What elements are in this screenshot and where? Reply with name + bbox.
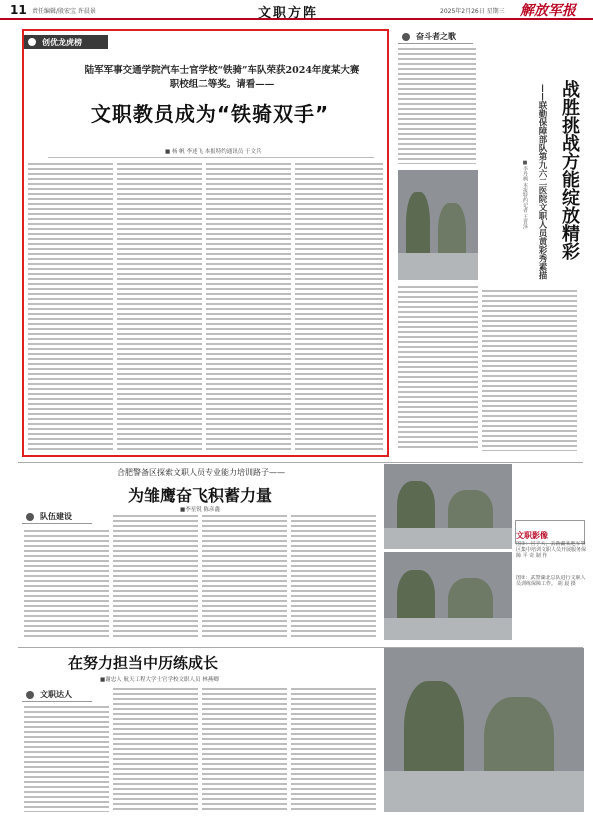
- tag-dot-icon: [26, 513, 34, 521]
- bottom-body-column-4: [291, 688, 376, 812]
- tag-dot-icon: [28, 38, 36, 46]
- tag-dot-icon: [26, 691, 34, 699]
- bottom-byline: ■谢忠人 航天工程大学士官学校文职人员 林燕卿: [100, 677, 219, 683]
- feature-column-tag-label: 创优龙虎榜: [42, 37, 82, 47]
- newspaper-logo: 解放军报: [520, 3, 576, 19]
- bottom-body-column-2: [113, 688, 198, 812]
- mid-supertitle: 合肥警备区探索文职人员专业能力培训路子——: [117, 468, 285, 477]
- right-body-column-1: [398, 286, 478, 451]
- editor-line: 责任编辑/殷宏宝 许晨景: [32, 8, 96, 15]
- photo-caption-1: [516, 541, 586, 571]
- mid-title: 为雏鹰奋飞积蓄力量: [128, 486, 273, 505]
- left-mid-column-tag-label: 队伍建设: [40, 512, 72, 521]
- masthead: [0, 0, 593, 20]
- tag-dot-icon: [402, 33, 410, 41]
- feature-title-rule: [48, 157, 374, 158]
- mid-body-column-4: [291, 515, 376, 640]
- photo-caption-1-credit: 平 奇 制 作: [522, 553, 548, 559]
- mid-body-column-2: [113, 515, 198, 640]
- right-vertical-byline: ■李丹枫 本报特约记者 王晋泽: [522, 160, 528, 230]
- right-body-column-2: [482, 290, 577, 451]
- photo-caption-1-text: 图①：官子大，去新疆某地军事区集中培训文职人员开展服务保障: [516, 541, 586, 559]
- right-vertical-subtitle: ——联勤保障部队第九六二医院文职人员黄彩秀素描: [537, 84, 547, 280]
- bottom-body-column-3: [202, 688, 287, 812]
- mid-photo: [384, 464, 512, 549]
- page-number: 11: [10, 3, 27, 17]
- bottom-photo: [384, 648, 584, 812]
- feature-body-column-1: [28, 163, 113, 450]
- photo-caption-2: [516, 575, 586, 605]
- left-mid-column-tag: [22, 510, 92, 524]
- photo-caption-2-credit: 胡 晨 摄: [557, 581, 576, 587]
- feature-supertitle-line1: 陆军军事交通学院汽车士官学校“铁骑”车队荣获2024年度某大赛: [84, 65, 360, 76]
- feature-body-column-4: [295, 163, 383, 450]
- feature-byline: ■ 杨 帆 李述飞 本报特约通讯员 于文兵: [165, 149, 262, 155]
- mid-top-rule: [18, 462, 583, 463]
- date-line: 2025年2月26日 星期三: [440, 8, 505, 15]
- mid-body-column-1: [24, 530, 109, 640]
- photo-caption-2-text: 图②：武警湖北总队进行文职人员训练保障工作。: [516, 575, 586, 587]
- feature-title: 文职教员成为“铁骑双手”: [90, 102, 330, 126]
- feature-supertitle-line2: 职校组二等奖。请看——: [169, 79, 275, 90]
- bottom-title: 在努力担当中历练成长: [68, 654, 219, 672]
- left-bottom-column-tag-label: 文职达人: [40, 690, 72, 699]
- feature-supertitle: [72, 64, 372, 92]
- feature-body-column-2: [117, 163, 202, 450]
- right-vertical-title: 战胜挑战方能绽放精彩: [559, 80, 580, 260]
- section-name: 文职方阵: [258, 6, 319, 21]
- mid-photo-2: [384, 552, 512, 640]
- mid-body-column-3: [202, 515, 287, 640]
- left-bottom-column-tag: [22, 688, 92, 702]
- right-column-tag: [398, 30, 473, 44]
- right-portrait-photo: [398, 170, 478, 280]
- feature-body-column-3: [206, 163, 291, 450]
- right-intro-text: [398, 48, 476, 164]
- right-column-tag-label: 奋斗者之歌: [416, 32, 456, 41]
- mid-byline: ■李星锐 陈彦鑫: [180, 507, 220, 513]
- photo-box-title: 文职影像: [516, 531, 548, 540]
- bottom-body-column-1: [24, 706, 109, 812]
- feature-column-tag: [24, 35, 108, 49]
